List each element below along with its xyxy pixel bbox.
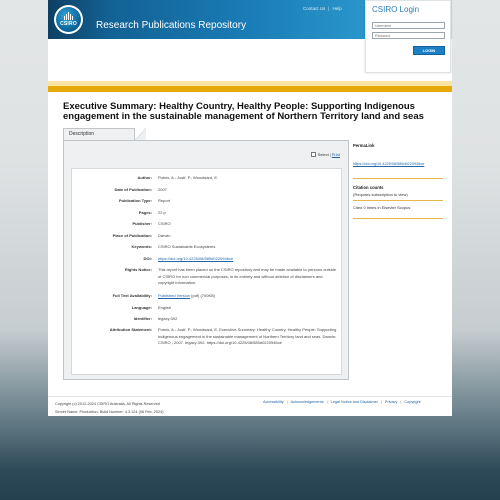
meta-label: Pages: (138, 210, 152, 215)
meta-value: CSIRO Sustainable Ecosystems (158, 244, 216, 249)
logo-bars-icon (64, 12, 74, 20)
meta-value: Putnis, A.; Josif, P.; Woodward, E. Executive Summary: Healthy Country, Healthy People: Supporting Indigenous engagement in the sustainable management of Northern Territory land and seas. Darwin: CSIRO ; 2007. legacy:392. https://doi.org/10.4225/08/585d0220946ce (158, 327, 337, 345)
description-panel (63, 140, 349, 380)
csiro-logo[interactable] (54, 5, 83, 34)
meta-value: legacy:392 (158, 316, 178, 321)
help-link[interactable]: Help (332, 6, 342, 11)
footer-link-legal[interactable]: Legal Notice and Disclaimer (330, 400, 378, 404)
print-link[interactable]: Print (331, 152, 340, 157)
meta-label: Place of Publication: (112, 233, 152, 238)
login-title: CSIRO Login (372, 5, 420, 14)
meta-value (158, 256, 338, 263)
meta-value: CSIRO (158, 221, 171, 226)
copyright-text: Copyright (c) 2012-2024 CSIRO Australia. All Rights Reserved (55, 402, 160, 406)
select-checkbox[interactable] (311, 152, 316, 157)
sidebar-divider (353, 218, 443, 219)
meta-label: Full Text Availability: (112, 293, 152, 298)
meta-label: Attribution Statement: (109, 327, 152, 332)
select-print-row (311, 152, 340, 157)
citation-heading: Citation counts (353, 185, 384, 190)
meta-label: Keywords: (131, 244, 152, 249)
footer-separator: | (326, 400, 328, 404)
metadata-table (71, 168, 342, 375)
meta-value: Putnis, A.; Josif, P.; Woodward, E. (158, 175, 219, 180)
footer-info (55, 400, 163, 416)
footer-separator: | (380, 400, 382, 404)
username-input[interactable] (372, 22, 445, 29)
meta-value: Report (158, 198, 171, 203)
meta-label: Date of Publication: (114, 187, 152, 192)
scopus-citation[interactable]: Cited 0 times in Elsevier Scopus (353, 205, 411, 210)
login-panel (365, 0, 451, 73)
permalink-heading: PermaLink (353, 143, 375, 148)
select-label: Select (317, 152, 329, 157)
tab-description[interactable]: Description (63, 128, 135, 140)
footer-divider (48, 396, 452, 397)
footer-link-privacy[interactable]: Privacy (384, 400, 398, 404)
doi-link[interactable]: https://doi.org/10.4225/08/585d0220946ce (158, 256, 234, 261)
meta-label: Publication Type: (118, 198, 152, 203)
top-links (303, 6, 342, 11)
published-version-link[interactable]: Published Version (158, 293, 191, 298)
contact-us-link[interactable]: Contact Us (303, 6, 326, 11)
footer-separator: | (400, 400, 402, 404)
link-separator: | (328, 6, 330, 11)
record-sidebar (353, 143, 445, 219)
meta-label: Language: (131, 305, 152, 310)
citation-note: (Requires subscription to view) (353, 192, 408, 197)
accent-bar (48, 86, 452, 92)
file-info: (pdf) (700KB) (190, 293, 216, 298)
meta-value (158, 293, 338, 300)
password-input[interactable] (372, 32, 445, 39)
meta-value: 2007 (158, 187, 167, 192)
permalink-link[interactable]: https://doi.org/10.4225/08/585d0220946ce (353, 162, 425, 166)
meta-label: Rights Notice: (124, 267, 152, 272)
meta-value: English (158, 305, 172, 310)
meta-label: DOI: (143, 256, 152, 261)
meta-label: Author: (137, 175, 152, 180)
footer-link-accessibility[interactable]: Accessibility (263, 400, 284, 404)
footer-links (263, 400, 421, 404)
site-title[interactable]: Research Publications Repository (96, 20, 247, 31)
meta-value: 22 p (158, 210, 166, 215)
footer-separator: | (286, 400, 288, 404)
meta-value: This report has been placed on the CSIRO repository and may be made available to persons outside of CSIRO for non commercial purposes, in its entirety and without deletion of disclaimers and copyright information. (158, 267, 337, 285)
login-button[interactable]: LOGIN (413, 46, 445, 55)
meta-value: Darwin (158, 233, 171, 238)
logo-text: CSIRO (60, 21, 77, 27)
server-info: Server Name: Production. Build Number: 4.3.124 (06 Feb, 2024) (55, 410, 164, 414)
csiro-logo-icon (56, 7, 81, 32)
footer-link-copyright[interactable]: Copyright (404, 400, 421, 404)
meta-label: Publisher: (132, 221, 152, 226)
meta-label: Identifier: (133, 316, 152, 321)
page-title: Executive Summary: Healthy Country, Healthy People: Supporting Indigenous engagement in the sustainable management of Northern Territory land and seas (63, 101, 424, 122)
select-print-separator: | (329, 152, 331, 157)
footer-link-acknowledgements[interactable]: Acknowledgements (290, 400, 324, 404)
